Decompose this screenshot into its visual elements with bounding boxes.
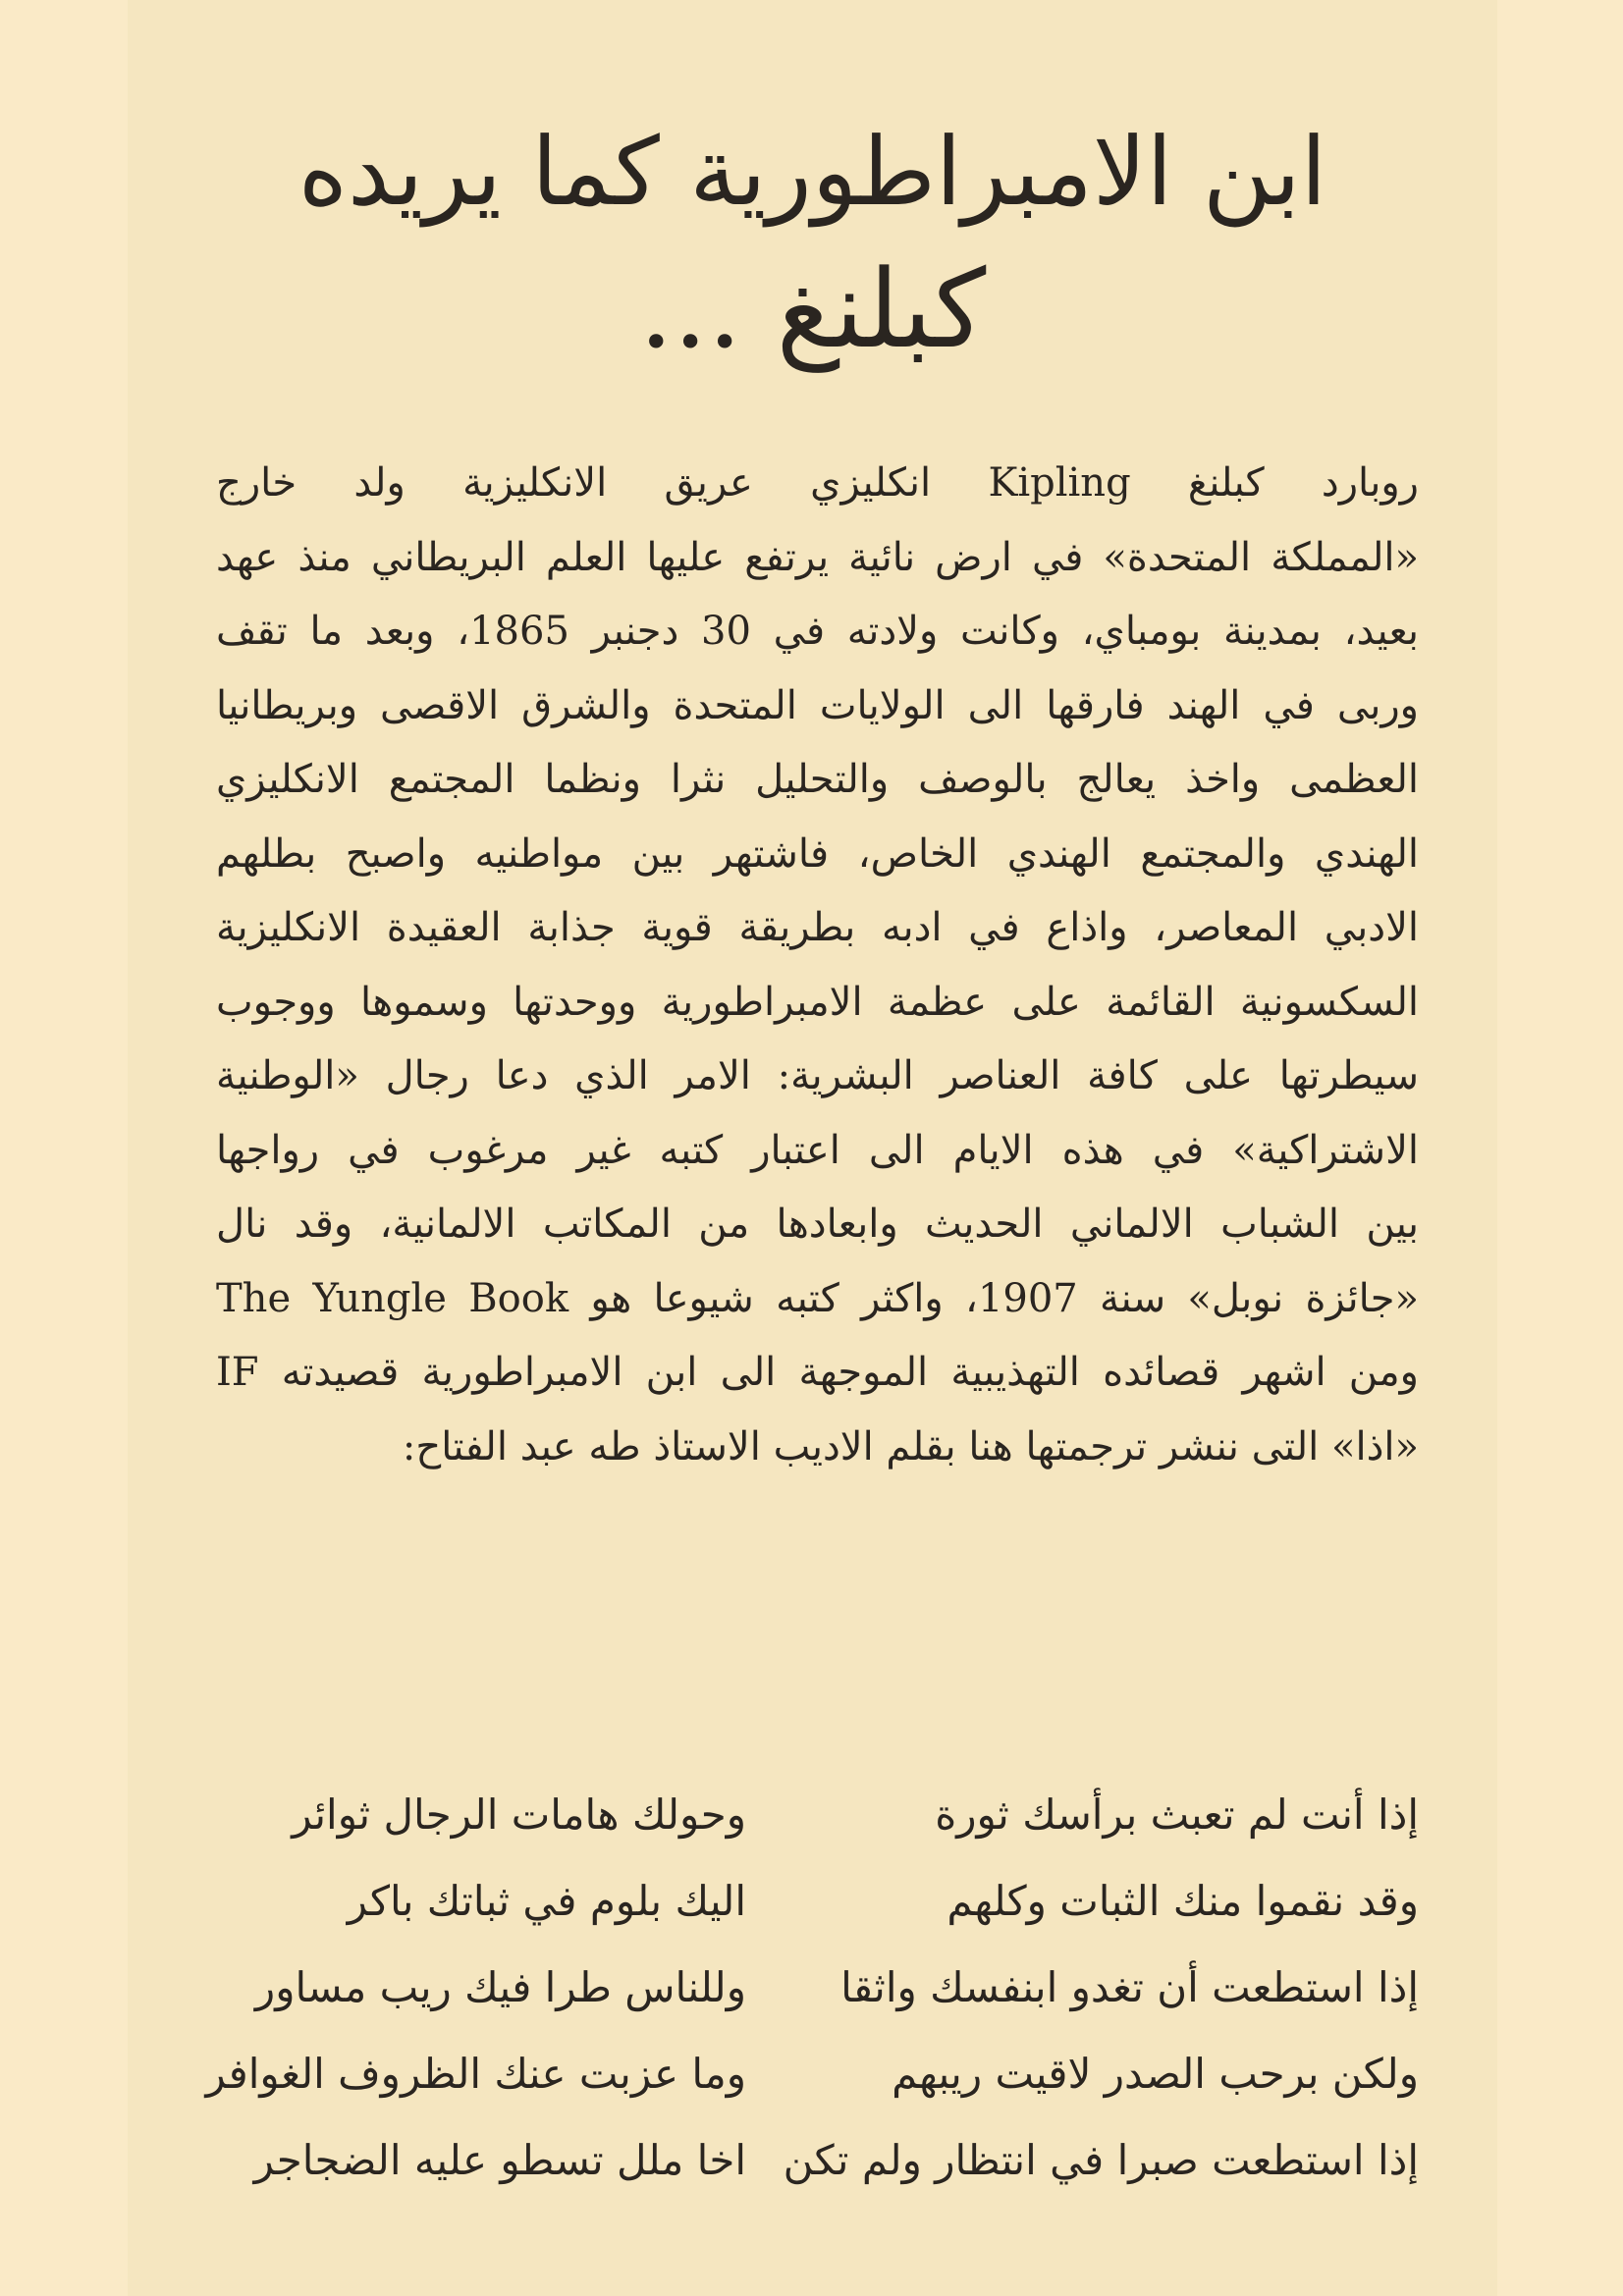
poem-verse xyxy=(216,1945,1419,2031)
intro-line: ومن اشهر قصائده التهذيبية الموجهة الى ابن الامبراطورية قصيدته IF xyxy=(216,1350,1419,1395)
intro-line: سيطرتها على كافة العناصر البشرية: الامر الذي دعا رجال «الوطنية xyxy=(216,1053,1419,1098)
intro-line: بعيد، بمدينة بومباي، وكانت ولادته في 30 دجنبر 1865، وبعد ما تقف xyxy=(216,609,1420,654)
intro-line: وربى في الهند فارقها الى الولايات المتحدة والشرق الاقصى وبريطانيا xyxy=(216,682,1419,728)
intro-line: السكسونية القائمة على عظمة الامبراطورية ووحدتها وسموها ووجوب xyxy=(216,979,1419,1025)
poem-first-hemistich: ولكن برحب الصدر لاقيت ريبهم xyxy=(892,2050,1419,2098)
poem-first-hemistich: إذا أنت لم تعبث برأسك ثورة xyxy=(935,1790,1419,1839)
intro-line: العظمى واخذ يعالج بالوصف والتحليل نثرا ونظما المجتمع الانكليزي xyxy=(216,757,1419,802)
poem-verse xyxy=(216,1858,1419,1945)
poem-first-hemistich: إذا استطعت صبرا في انتظار ولم تكن xyxy=(783,2136,1419,2184)
intro-line: الاشتراكية» في هذه الايام الى اعتبار كتبه غير مرغوب في رواجها xyxy=(216,1127,1419,1173)
poem-verse xyxy=(216,1772,1419,1858)
poem-first-hemistich: إذا استطعت أن تغدو ابنفسك واثقا xyxy=(840,1963,1419,2011)
intro-line: «جائزة نوبل» سنة 1907، واكثر كتبه شيوعا هو The Yungle Book xyxy=(216,1275,1419,1321)
poem-second-hemistich: وما عزبت عنك الظروف الغوافر xyxy=(205,2050,746,2098)
poem-second-hemistich: اليك بلوم في ثباتك باكر xyxy=(347,1877,746,1925)
poem-second-hemistich: اخا ملل تسطو عليه الضجاجر xyxy=(253,2136,746,2184)
intro-line: «اذا» التى ننشر ترجمتها هنا بقلم الاديب الاستاذ طه عبد الفتاح: xyxy=(402,1423,1419,1469)
title-line-1: ابن الامبراطورية كما يريده xyxy=(298,117,1327,227)
intro-line: بين الشباب الالماني الحديث وابعادها من المكاتب الالمانية، وقد نال xyxy=(216,1201,1419,1247)
intro-line: «المملكة المتحدة» في ارض نائية يرتفع عليها العلم البريطاني منذ عهد xyxy=(216,534,1419,580)
poem-first-hemistich: وقد نقموا منك الثبات وكلهم xyxy=(947,1877,1419,1925)
intro-line: الهندي والمجتمع الهندي الخاص، فاشتهر بين مواطنيه واصبح بطلهم xyxy=(216,830,1419,877)
poem-second-hemistich: وحولك هامات الرجال ثوائر xyxy=(292,1790,746,1839)
poem xyxy=(205,1772,1419,2204)
intro-paragraph xyxy=(216,447,1419,1484)
poem-second-hemistich: وللناس طرا فيك ريب مساور xyxy=(254,1963,746,2011)
intro-line: الادبي المعاصر، واذاع في ادبه بطريقة قوية جذابة العقيدة الانكليزية xyxy=(216,905,1419,950)
document-page xyxy=(128,0,1497,2296)
title-line-2: كبلنغ ... xyxy=(638,246,987,372)
intro-line: روبارد كبلنغ Kipling انكليزي عريق الانكليزية ولد خارج xyxy=(216,460,1419,506)
poem-verse xyxy=(216,2117,1419,2204)
poem-verse xyxy=(205,2031,1419,2117)
article-title xyxy=(187,108,1438,383)
